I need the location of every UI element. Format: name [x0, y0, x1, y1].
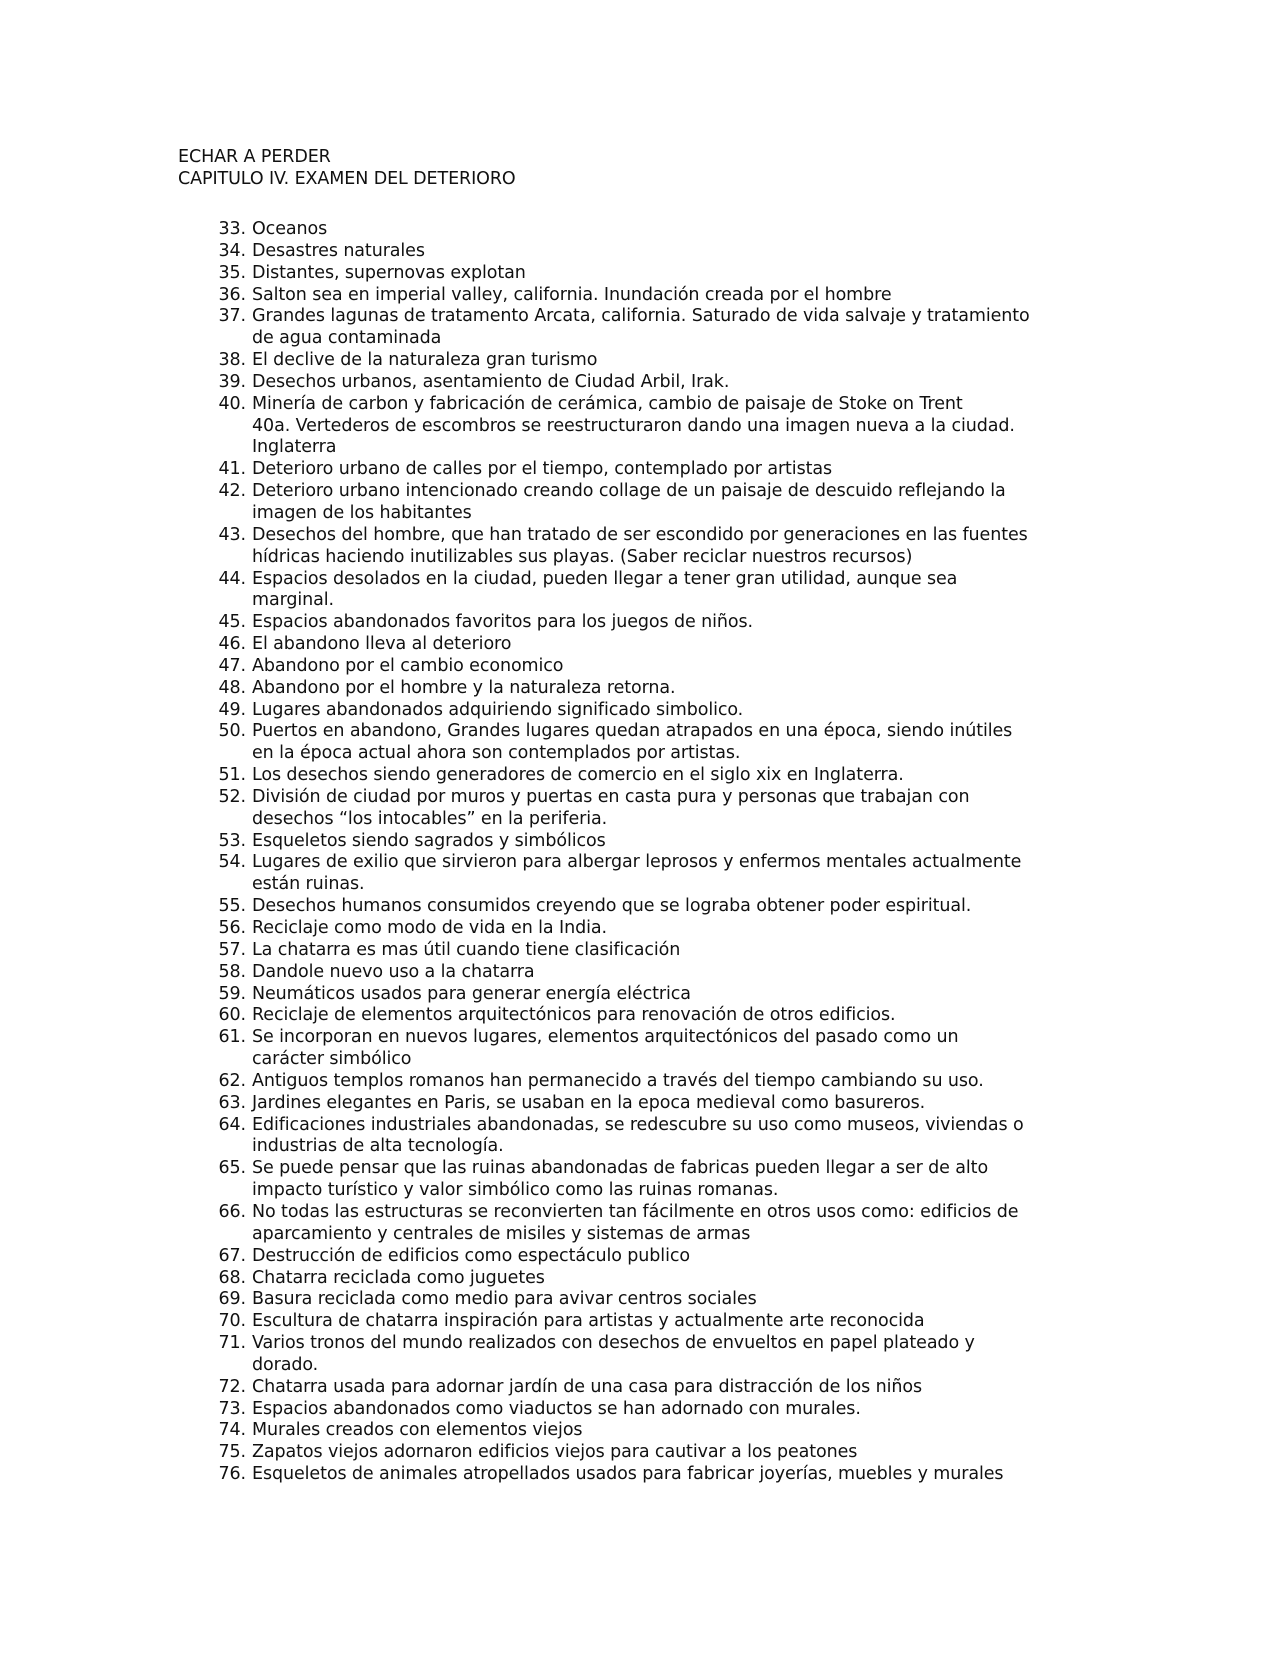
list-item: [178, 306, 1118, 350]
list-item: [178, 1464, 1118, 1486]
list-item-text-line: Murales creados con elementos viejos: [252, 1420, 583, 1441]
list-item-number: 63.: [218, 1092, 246, 1113]
list-item: [178, 1071, 1118, 1093]
list-item: [178, 852, 1118, 896]
list-item-number: 34.: [218, 240, 246, 261]
list-item-text-line: Destrucción de edificios como espectáculo publico: [252, 1245, 690, 1266]
list-item-text-line: Se puede pensar que las ruinas abandonadas de fabricas pueden llegar a ser de alto: [252, 1158, 989, 1179]
list-item: [178, 372, 1118, 394]
list-item: [178, 962, 1118, 984]
list-item-number: 58.: [218, 961, 246, 982]
list-item: [178, 1399, 1118, 1421]
list-item: [178, 1115, 1118, 1159]
list-item-number: 60.: [218, 1005, 246, 1026]
list-item: [178, 940, 1118, 962]
list-item: [178, 612, 1118, 634]
list-item-text-line: División de ciudad por muros y puertas en casta pura y personas que trabajan con: [252, 786, 970, 807]
list-item-number: 53.: [218, 830, 246, 851]
list-item-number: 46.: [218, 634, 246, 655]
list-item: [178, 1420, 1118, 1442]
list-item: [178, 634, 1118, 656]
list-item-text-line: en la época actual ahora son contemplados por artistas.: [252, 743, 741, 764]
list-item-text-line: 40a. Vertederos de escombros se reestructuraron dando una imagen nueva a la ciudad.: [252, 415, 1015, 436]
list-item-number: 38.: [218, 350, 246, 371]
list-item-text-line: Neumáticos usados para generar energía eléctrica: [252, 983, 691, 1004]
list-item-text-line: Espacios desolados en la ciudad, pueden llegar a tener gran utilidad, aunque sea: [252, 568, 958, 589]
list-item: [178, 831, 1118, 853]
list-item-text-line: Lugares abandonados adquiriendo significado simbolico.: [252, 699, 744, 720]
list-item: [178, 984, 1118, 1006]
list-item-text-line: marginal.: [252, 590, 334, 611]
list-item: [178, 656, 1118, 678]
list-item-number: 33.: [218, 219, 246, 239]
list-item-number: 51.: [218, 765, 246, 786]
list-item: [178, 263, 1118, 285]
list-item: [178, 1333, 1118, 1377]
list-item-number: 68.: [218, 1267, 246, 1288]
list-item-number: 37.: [218, 306, 246, 327]
list-item-number: 36.: [218, 284, 246, 305]
list-item-text-line: desechos “los intocables” en la periferia.: [252, 808, 608, 829]
list-item-text-line: impacto turístico y valor simbólico como las ruinas romanas.: [252, 1180, 779, 1201]
list-item-number: 57.: [218, 939, 246, 960]
list-item-number: 66.: [218, 1201, 246, 1222]
list-item: [178, 1246, 1118, 1268]
list-item: [178, 1093, 1118, 1115]
list-item-text-line: Espacios abandonados como viaductos se han adornado con murales.: [252, 1398, 861, 1419]
list-item: [178, 918, 1118, 940]
list-item-number: 49.: [218, 699, 246, 720]
list-item-text-line: Grandes lagunas de tratamento Arcata, california. Saturado de vida salvaje y tratamiento: [252, 306, 1030, 327]
list-item-number: 45.: [218, 612, 246, 633]
list-item-number: 75.: [218, 1442, 246, 1463]
list-item-number: 64.: [218, 1114, 246, 1135]
list-item-number: 73.: [218, 1398, 246, 1419]
list-item-number: 76.: [218, 1464, 246, 1485]
list-item-text-line: aparcamiento y centrales de misiles y sistemas de armas: [252, 1223, 751, 1244]
list-item: [178, 721, 1118, 765]
list-item-text-line: El declive de la naturaleza gran turismo: [252, 350, 598, 371]
document-header: [178, 146, 516, 190]
list-item-text-line: Los desechos siendo generadores de comercio en el siglo xix en Inglaterra.: [252, 765, 904, 786]
list-item: [178, 1027, 1118, 1071]
list-item: [178, 481, 1118, 525]
list-item: [178, 219, 1118, 241]
list-item-number: 40.: [218, 393, 246, 414]
list-item-text-line: Escultura de chatarra inspiración para artistas y actualmente arte reconocida: [252, 1311, 925, 1332]
list-item-text-line: están ruinas.: [252, 874, 365, 895]
list-item-text-line: Minería de carbon y fabricación de cerámica, cambio de paisaje de Stoke on Trent: [252, 393, 963, 414]
list-item-number: 44.: [218, 568, 246, 589]
list-item-text-line: dorado.: [252, 1354, 319, 1375]
list-item-number: 50.: [218, 721, 246, 742]
list-item-text-line: Abandono por el hombre y la naturaleza retorna.: [252, 677, 676, 698]
list-item-text-line: La chatarra es mas útil cuando tiene clasificación: [252, 939, 681, 960]
list-item: [178, 525, 1118, 569]
list-item-number: 47.: [218, 655, 246, 676]
list-item-text-line: Desechos humanos consumidos creyendo que se lograba obtener poder espiritual.: [252, 896, 972, 917]
list-item: [178, 1158, 1118, 1202]
list-item: [178, 394, 1118, 460]
list-item-text-line: Varios tronos del mundo realizados con desechos de envueltos en papel plateado y: [252, 1333, 975, 1354]
list-item-number: 74.: [218, 1420, 246, 1441]
list-item-text-line: Inglaterra: [252, 437, 337, 458]
numbered-list: [178, 219, 1118, 1486]
list-item-text-line: Oceanos: [252, 219, 328, 239]
list-item: [178, 241, 1118, 263]
list-item: [178, 1289, 1118, 1311]
list-item-text-line: Deterioro urbano intencionado creando collage de un paisaje de descuido reflejando la: [252, 481, 1006, 502]
list-item-text-line: Lugares de exilio que sirvieron para albergar leprosos y enfermos mentales actualmente: [252, 852, 1022, 873]
list-item-number: 69.: [218, 1289, 246, 1310]
list-item-text-line: Reciclaje como modo de vida en la India.: [252, 918, 607, 938]
document-title: ECHAR A PERDER: [178, 147, 331, 167]
list-item: [178, 1202, 1118, 1246]
list-item-text-line: Desechos del hombre, que han tratado de ser escondido por generaciones en las fuentes: [252, 524, 1028, 545]
list-item-text-line: Edificaciones industriales abandonadas, se redescubre su uso como museos, viviendas o: [252, 1114, 1024, 1135]
list-item-number: 35.: [218, 262, 246, 283]
list-item-text-line: Puertos en abandono, Grandes lugares quedan atrapados en una época, siendo inútiles: [252, 721, 1013, 742]
list-item-text-line: Salton sea en imperial valley, california. Inundación creada por el hombre: [252, 284, 892, 305]
list-item-text-line: Desastres naturales: [252, 240, 425, 261]
list-item-text-line: Esqueletos de animales atropellados usados para fabricar joyerías, muebles y murales: [252, 1464, 1004, 1485]
list-item: [178, 1005, 1118, 1027]
list-item-text-line: No todas las estructuras se reconvierten tan fácilmente en otros usos como: edificios de: [252, 1201, 1019, 1222]
list-item-text-line: Esqueletos siendo sagrados y simbólicos: [252, 830, 606, 851]
list-item-text-line: Deterioro urbano de calles por el tiempo, contemplado por artistas: [252, 459, 832, 480]
list-item-text-line: Antiguos templos romanos han permanecido a través del tiempo cambiando su uso.: [252, 1070, 984, 1091]
list-item-text-line: Espacios abandonados favoritos para los juegos de niños.: [252, 612, 753, 633]
list-item-number: 52.: [218, 786, 246, 807]
list-item-number: 43.: [218, 524, 246, 545]
list-item: [178, 569, 1118, 613]
list-item-number: 65.: [218, 1158, 246, 1179]
list-item-number: 42.: [218, 481, 246, 502]
list-item-text-line: Distantes, supernovas explotan: [252, 262, 526, 283]
list-item-number: 54.: [218, 852, 246, 873]
list-item-number: 55.: [218, 896, 246, 917]
list-item-text-line: Reciclaje de elementos arquitectónicos para renovación de otros edificios.: [252, 1005, 896, 1026]
list-item-number: 41.: [218, 459, 246, 480]
list-item: [178, 459, 1118, 481]
list-item-number: 62.: [218, 1070, 246, 1091]
chapter-title: CAPITULO IV. EXAMEN DEL DETERIORO: [178, 169, 516, 189]
list-item: [178, 787, 1118, 831]
list-item-text-line: Zapatos viejos adornaron edificios viejos para cautivar a los peatones: [252, 1442, 858, 1463]
list-item: [178, 678, 1118, 700]
list-item: [178, 1377, 1118, 1399]
list-item-number: 56.: [218, 918, 246, 938]
list-item: [178, 285, 1118, 307]
list-item-number: 71.: [218, 1333, 246, 1354]
list-item: [178, 896, 1118, 918]
list-item-number: 72.: [218, 1376, 246, 1397]
list-item: [178, 1442, 1118, 1464]
list-item-text-line: Desechos urbanos, asentamiento de Ciudad Arbil, Irak.: [252, 371, 730, 392]
list-item-number: 59.: [218, 983, 246, 1004]
list-item-text-line: El abandono lleva al deterioro: [252, 634, 512, 655]
list-item: [178, 700, 1118, 722]
list-item-text-line: hídricas haciendo inutilizables sus playas. (Saber reciclar nuestros recursos): [252, 546, 913, 567]
list-item-text-line: Se incorporan en nuevos lugares, elementos arquitectónicos del pasado como un: [252, 1027, 959, 1048]
list-item-text-line: Chatarra reciclada como juguetes: [252, 1267, 545, 1288]
list-item-number: 61.: [218, 1027, 246, 1048]
list-item: [178, 350, 1118, 372]
list-item: [178, 1268, 1118, 1290]
list-item-text-line: industrias de alta tecnología.: [252, 1136, 504, 1157]
list-item: [178, 1311, 1118, 1333]
list-item-number: 39.: [218, 371, 246, 392]
list-item: [178, 765, 1118, 787]
list-item-text-line: carácter simbólico: [252, 1049, 412, 1070]
list-item-text-line: Abandono por el cambio economico: [252, 655, 564, 676]
list-item-number: 70.: [218, 1311, 246, 1332]
list-item-text-line: de agua contaminada: [252, 328, 442, 349]
list-item-text-line: imagen de los habitantes: [252, 502, 472, 523]
list-item-text-line: Jardines elegantes en Paris, se usaban en la epoca medieval como basureros.: [252, 1092, 926, 1113]
list-item-text-line: Dandole nuevo uso a la chatarra: [252, 961, 535, 982]
list-item-text-line: Basura reciclada como medio para avivar centros sociales: [252, 1289, 757, 1310]
list-item-text-line: Chatarra usada para adornar jardín de una casa para distracción de los niños: [252, 1376, 922, 1397]
list-item-number: 48.: [218, 677, 246, 698]
list-item-number: 67.: [218, 1245, 246, 1266]
